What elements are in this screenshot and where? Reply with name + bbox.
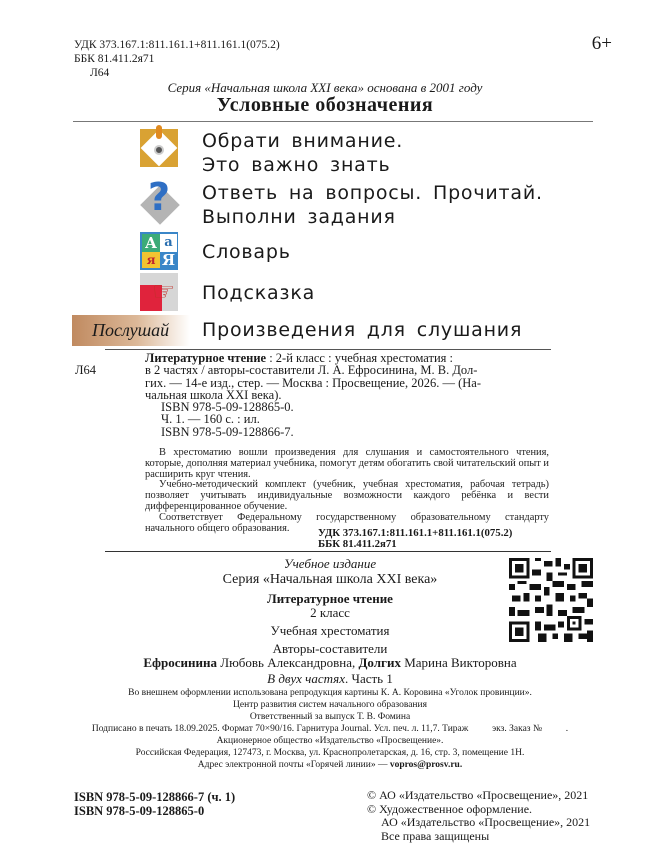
legend-text: Подсказка bbox=[202, 282, 316, 304]
grade: 2 класс bbox=[310, 605, 350, 620]
legend-title: Условные обозначения bbox=[216, 94, 434, 116]
legend-text: Ответь на вопросы. Прочитай. Выполни задания bbox=[202, 182, 543, 228]
series-note: Серия «Начальная школа XXI века» основана в 2001 году bbox=[167, 80, 483, 95]
responsible: Ответственный за выпуск Т. В. Фомина bbox=[249, 712, 411, 722]
legend-item-attention bbox=[140, 129, 403, 177]
author-mark: Л64 bbox=[75, 363, 96, 377]
divider bbox=[73, 121, 593, 122]
attention-icon bbox=[140, 129, 178, 167]
bibliographic-record: Л64 Литературное чтение : 2-й класс : учебная хрестоматия : в 2 частях / авторы-составители Л. А. Ефросинина, М. В. Дол- гих. — 14-е изд., стер. — Москва : Просвещение, 2026. — (На- чальная школа XXI века). ISBN 978-5-09-128865-0. Ч. 1. — 160 с. : ил. ISBN 978-5-09-128866-7. bbox=[105, 352, 545, 438]
isbn-set: ISBN 978-5-09-128865-0 bbox=[74, 804, 205, 818]
age-rating: 6+ bbox=[591, 33, 612, 54]
print-info: Подписано в печать 18.09.2025. Формат 70×90/16. Гарнитура Journal. Усл. печ. л. 11,7. Тираж экз. Заказ № . bbox=[91, 724, 569, 734]
copyright-block: © АО «Издательство «Просвещение», 2021 © Художественное оформление. АО «Издательство «Просвещение», 2021 Все права защищены bbox=[367, 788, 591, 843]
volume-info: Ч. 1. — 160 с. : ил. bbox=[161, 412, 260, 427]
isbn-set: ISBN 978-5-09-128865-0. bbox=[161, 400, 294, 415]
cover-note: Во внешнем оформлении использована репродукция картины К. А. Коровина «Уголок провинции». bbox=[128, 688, 532, 698]
author-mark: Л64 bbox=[90, 67, 110, 79]
book-type: Учебная хрестоматия bbox=[270, 623, 390, 638]
publisher: Акционерное общество «Издательство «Просвещение». bbox=[216, 736, 444, 746]
address: Российская Федерация, 127473, г. Москва, ул. Краснопролетарская, д. 16, стр. 3, помещение 1Н. bbox=[135, 748, 525, 758]
legend-item-hint bbox=[140, 273, 315, 311]
isbn-part1: ISBN 978-5-09-128866-7 (ч. 1) bbox=[74, 790, 236, 804]
edition-type: Учебное издание bbox=[283, 556, 377, 571]
legend-text: Словарь bbox=[202, 241, 291, 263]
udk-code: УДК 373.167.1:811.161.1+811.161.1(075.2) bbox=[74, 39, 280, 51]
qr-code[interactable] bbox=[509, 558, 593, 642]
authors: Ефросинина Любовь Александровна, Долгих Марина Викторовна bbox=[143, 655, 517, 670]
legend-text-listen: Произведения для слушания bbox=[202, 319, 523, 341]
isbn-part: ISBN 978-5-09-128866-7. bbox=[161, 424, 294, 439]
annotation: В хрестоматию вошли произведения для слушания и самостоятельного чтения, которые, дополняя материал учебника, помогут детям обогатить свой читательский опыт и расширить круг чтения. Учебно-методический комплект (учебник, учебная хрестоматия, рабочая тетрадь) позволяет учитывать индивидуальные возможности каждого ребёнка и вести дифференцированное обучение. Соответствует Федеральному государственному образовательному стандарту начального общего образования. bbox=[145, 447, 549, 534]
authors-label: Авторы-составители bbox=[272, 641, 388, 656]
divider bbox=[105, 551, 551, 552]
center: Центр развития систем начального образования bbox=[233, 700, 427, 710]
question-icon: ? bbox=[140, 181, 178, 219]
parts: В двух частях. Часть 1 bbox=[267, 671, 393, 686]
dictionary-icon: А а я Я bbox=[140, 232, 178, 270]
bib-title: Литературное чтение bbox=[145, 351, 267, 365]
legend-text: Обрати внимание. Это важно знать bbox=[202, 130, 404, 176]
legend-item-question bbox=[140, 175, 543, 229]
bib-classification: УДК 373.167.1:811.161.1+811.161.1(075.2) ББК 81.411.2я71 bbox=[318, 527, 513, 550]
bbk-code: ББК 81.411.2я71 bbox=[74, 53, 155, 65]
hotline-email: Адрес электронной почты «Горячей линии» — vopros@prosv.ru. bbox=[197, 760, 463, 770]
divider bbox=[105, 349, 551, 350]
footer-isbns bbox=[74, 790, 235, 818]
header-classification bbox=[74, 38, 280, 66]
hint-hand-icon: ☞ bbox=[140, 273, 178, 311]
legend-item-dictionary bbox=[140, 232, 291, 270]
listen-badge: Послушай bbox=[72, 315, 190, 346]
series-name: Серия «Начальная школа XXI века» bbox=[222, 572, 438, 587]
email-link[interactable]: vopros@prosv.ru. bbox=[389, 760, 463, 770]
subject: Литературное чтение bbox=[267, 591, 393, 606]
